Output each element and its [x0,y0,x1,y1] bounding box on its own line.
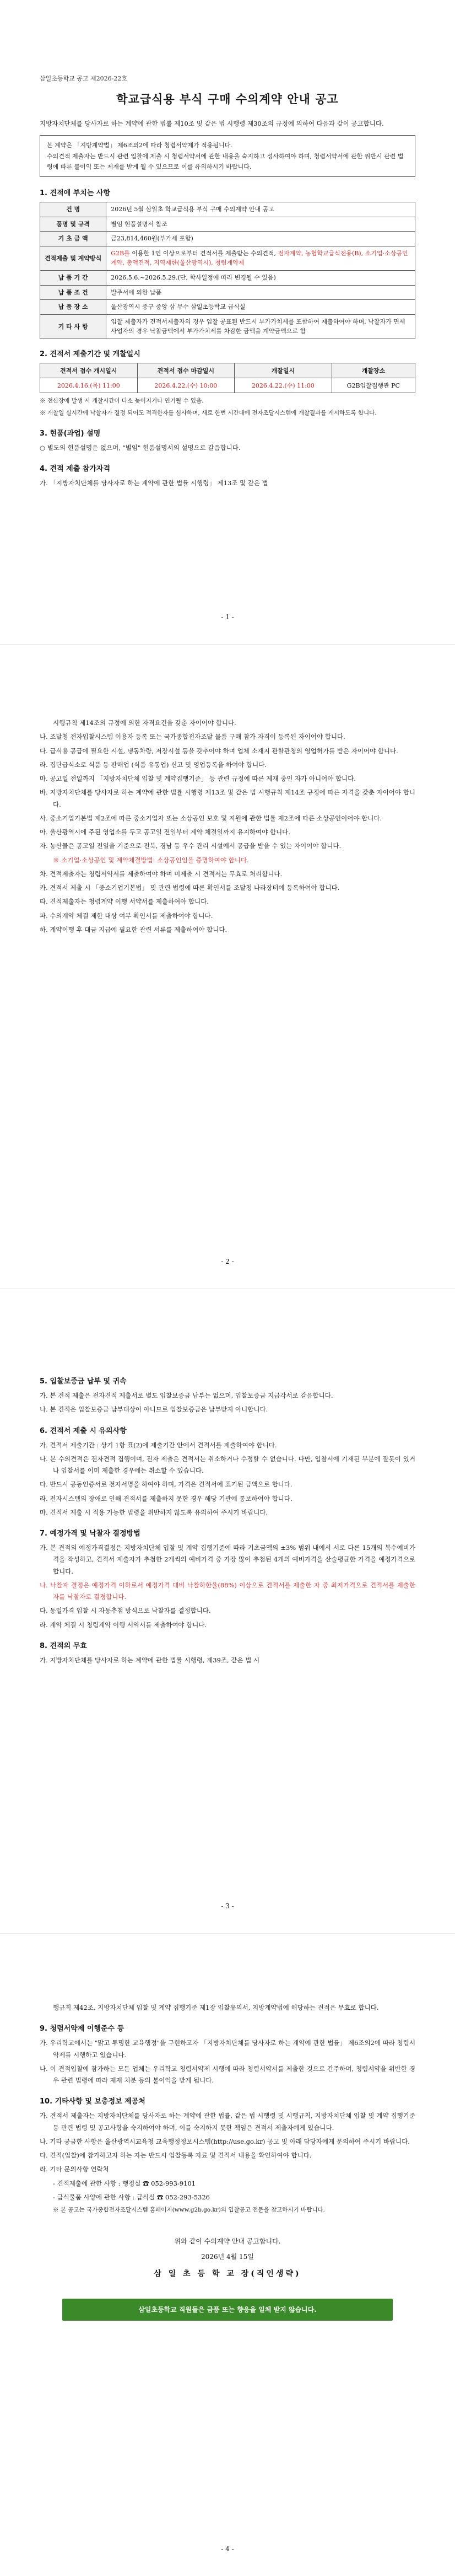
table-row [40,217,415,232]
page-number: - 4 - [221,2545,234,2553]
contract-info-table [40,202,415,339]
list-item: 가. 견적서 제출자는 지방자치단체를 당사자로 하는 계약에 관한 법률, 같은 법 시행령 및 시행규칙, 지방자치단체 입찰 및 계약 집행기준 등 관련 법령 및 공고사항을 숙지하여야 하며, 이를 숙지하지 못한 책임은 견적서 제출자에게 있습니다. [40,2112,415,2132]
list-item: 자. 농산물은 공고일 전일을 기준으로 전북, 경남 등 우수 관리 시설에서 공급을 받을 수 있는 자이어야 합니다. [40,842,342,850]
column-header: 견적서 접수 개시일시 [40,363,138,378]
list-item: 가. 「지방자치단체를 당사자로 하는 계약에 관한 법률 시행령」 제13조 및 같은 법 [40,479,268,487]
table-row [40,270,415,285]
section-heading: 3. 현품(과업) 설명 [40,429,101,438]
integrity-banner: 삼일초등학교 직원들은 금품 또는 향응을 일체 받지 않습니다. [62,2299,393,2321]
row-value: 입찰 제출자가 견적서제출자의 경우 입찰 공표된 반드시 부가가치세를 포함하여 제출하여야 하며, 낙찰자가 면세사업자의 경우 낙찰금액에서 부가가치세를 차감한 금액을 계약금액으로 함 [106,314,415,339]
intro-paragraph: 지방자치단체를 당사자로 하는 계약에 관한 법률 제10조 및 같은 법 시행령 제30조의 규정에 의하여 다음과 같이 공고합니다. [40,120,384,127]
list-item: 가. 견적서 제출기간 : 상기 1항 표(2)에 제출기간 안에서 견적서를 제출하여야 합니다. [40,1441,277,1449]
table-row [40,314,415,339]
contact-note: ※ 본 공고는 국가종합전자조달시스템 홈페이지(www.g2b.go.kr)의 입찰공고 전문을 참고하시기 바랍니다. [53,2207,325,2214]
contact-line: - 급식물품 사양에 관한 사항 : 급식실 ☎ 052-293-5326 [53,2193,210,2201]
list-item: 하. 계약이행 후 대금 지급에 필요한 관련 서류를 제출하여야 합니다. [40,925,228,933]
column-header: 개찰장소 [332,363,415,378]
row-value [106,246,415,270]
section-heading: 4. 견적 제출 참가자격 [40,464,111,473]
list-item: 라. 계약 체결 시 청렴계약 이행 서약서를 제출하여야 합니다. [40,1620,207,1629]
row-label: 납 품 기 간 [40,270,106,285]
section-text: ○ 별도의 현품설명은 없으며, "별임" 현품설명서의 설명으로 갈음합니다. [40,443,241,452]
list-item: 라. 전자시스템의 장애로 인해 견적서를 제출하지 못한 경우 해당 기관에 통보하여야 합니다. [40,1494,292,1502]
page-2 [0,645,455,1289]
row-value: 별임 현품설명서 참조 [106,217,415,232]
row-value: 2026.5.6.~2026.5.29.(단, 학사일정에 따라 변경될 수 있음) [106,270,415,285]
section-heading: 1. 견적에 부치는 사항 [40,189,111,198]
row-value: 2026년 5월 삼일초 학교급식용 부식 구매 수의계약 안내 공고 [106,202,415,217]
row-label: 납 품 조 건 [40,285,106,300]
table-cell: 2026.4.16.(목) 11:00 [40,378,138,393]
list-item: 다. 반드시 공동인증서로 전자서명을 하여야 하며, 가격은 견적서에 표기된 금액으로 합니다. [40,1480,292,1489]
row-label: 건 명 [40,202,106,217]
column-header: 개찰일시 [235,363,332,378]
integrity-notice-line: 본 계약은 「지방계약법」 제6조의2에 따라 청렴서약제가 적용됩니다. [47,142,232,149]
list-item: 나. 기타 궁금한 사항은 울산광역시교육청 교육행정정보시스템(http://use.go.kr) 공고 및 아래 담당자에게 문의하여 주시기 바랍니다. [40,2137,410,2145]
page-title: 학교급식용 부식 구매 수의계약 안내 공고 [116,93,339,106]
section-heading: 2. 견적서 제출기간 및 개찰일시 [40,350,140,358]
list-item: 가. 지방자치단체를 당사자로 하는 계약에 관한 법률 시행령, 제39조, 같은 법 시 [40,1656,260,1664]
section-heading: 7. 예정가격 및 낙찰자 결정방법 [40,1530,140,1538]
list-item: 카. 견적서 제출 시 「중소기업기본법」 및 관련 법령에 따른 확인서를 조달청 나라장터에 등록하여야 합니다. [40,884,340,892]
page-number: - 1 - [221,613,234,621]
list-item: 가. 우리학교에서는 "맑고 투명한 교육행정"을 구현하고자 「지방자치단체를 당사자로 하는 계약에 관한 법률」 제6조의2에 따라 청렴서약제를 시행하고 있습니다. [40,2039,415,2059]
list-item: 다. 급식용 공급에 필요한 시설, 냉동차량, 저장시설 등을 갖추어야 하며 업체 소재지 관할관청의 영업허가를 받은 자이어야 합니다. [40,747,398,755]
integrity-notice-box [40,135,415,177]
table-cell: 2026.4.22.(수) 10:00 [137,378,235,393]
highlight-text: G2B를 [111,249,130,257]
list-item: 가. 본 견적 제출은 전자견적 제출서로 별도 입찰보증금 납부는 없으며, 입찰보증금 지급각서로 갈음합니다. [40,1392,333,1399]
list-item: 아. 울산광역시에 주된 영업소를 두고 공고일 전일부터 계약 체결일까지 유지하여야 합니다. [40,828,290,836]
page-number: - 3 - [221,1902,234,1910]
list-item: 타. 견적제출자는 청렴계약 이행 서약서를 제출하여야 합니다. [40,898,209,906]
schedule-note: ※ 개찰일 실시간에 낙찰자가 결정 되어도 적격한자를 심사하며, 새로 한번 시간대에 전자조달시스템에 개찰결과를 게시하도록 합니다. [40,409,377,416]
page-number: - 2 - [221,1258,234,1265]
row-label: 기 타 사 항 [40,314,106,339]
section-heading: 6. 견적서 제출 시 유의사항 [40,1426,127,1435]
table-row [40,378,415,393]
list-item: 바. 지방자치단체를 당사자로 하는 계약에 관한 법률 시행령 제13조 및 같은 법 시행규칙 제14조 규정에 따른 자격을 갖춘 자이어야 합니다. [40,788,415,808]
table-header-row [40,363,415,378]
row-value-text: 이용한 1인 이상으로부터 견적서를 제출받는 수의견적, [129,249,278,257]
school-signature: 삼 일 초 등 학 교 장(직인생략) [154,2269,301,2279]
column-header: 견적서 접수 마감일시 [137,363,235,378]
row-label: 견적제출 및 계약방식 [40,246,106,270]
list-item: 나. 조달청 전자입찰시스템 이용자 등록 또는 국가종합전자조달 물품 구매 참가 자격이 등록된 자이어야 합니다. [40,733,345,741]
notice-reference-number: 삼일초등학교 공고 제2026-22호 [40,75,127,82]
closing-statement: 위와 같이 수의계약 안내 공고합니다. [174,2237,281,2246]
list-item: 라. 집단급식소로 식품 등 판매업 (식품 유통업) 신고 및 영업등록을 하여야 합니다. [40,760,267,769]
contact-line: - 견적제출에 관한 사항 : 행정실 ☎ 052-993-9101 [53,2179,196,2187]
list-item: 라. 기타 문의사항 연락처 [40,2165,109,2174]
table-row [40,202,415,217]
table-cell: 2026.4.22.(수) 11:00 [235,378,332,393]
list-item: 차. 견적제출자는 청렴서약서를 제출하여야 하며 미제출 시 견적서는 무효로 처리합니다. [40,870,283,878]
list-item: 사. 중소기업기본법 제2조에 따른 중소기업자 또는 소상공인 보호 및 지원에 관한 법률 제2조에 따른 소상공인이어야 합니다. [40,814,382,822]
section-heading: 5. 입찰보증금 납부 및 귀속 [40,1377,127,1386]
list-item: 마. 견적서 제출 시 적용 가능한 법령을 위반하지 않도록 유의하여 주시기 바랍니다. [40,1508,268,1516]
list-item: 나. 본 수의견적은 전자견적 집행이며, 전자 제출은 견적서는 취소하거나 수정할 수 없습니다. 다만, 입찰서에 기재된 부분에 잘못이 있거나 입찰서를 이미 제출한 경우에는 취소할 수 있습니다. [40,1455,415,1475]
table-row [40,285,415,300]
table-row [40,246,415,270]
highlight-text: 전자계약, 농협학교급식전용(B), 소기업·소상공인 계약, 총액견적, 지역제한(울산광역시), 청렴계약제 [111,249,408,267]
row-label: 납 품 장 소 [40,300,106,315]
table-row [40,232,415,246]
row-value: 금23,814,460원(부가세 포함) [106,232,415,246]
closing-date: 2026년 4월 15일 [201,2252,254,2261]
row-value: 울산광역시 중구 중앙 삼 무수 삼일초등학교 급식실 [106,300,415,315]
row-label: 품명 및 규격 [40,217,106,232]
closing-block [40,2234,415,2264]
section-heading: 10. 기타사항 및 보충정보 제공처 [40,2097,145,2106]
page-3 [0,1289,455,1933]
highlight-note: ※ 소기업·소상공인 및 계약체결방법: 소상공인임을 증명하여야 합니다. [53,856,249,864]
row-label: 기 초 금 액 [40,232,106,246]
continued-text: 시행규칙 제14조의 규정에 의한 자격요건을 갖춘 자이어야 합니다. [53,719,236,727]
schedule-note: ※ 전산장애 발생 시 개찰시간이 다소 늦어지거나 연기될 수 있음. [40,397,204,404]
list-item: 나. 낙찰자 결정은 예정가격 이하로서 예정가격 대비 낙찰하한율(88%) 이상으로 견적서를 제출한 자 중 최저가격으로 견적서를 제출한 자를 낙찰자로 결정합니다. [40,1581,415,1601]
page-4 [0,1934,455,2576]
integrity-notice-line: 수의견적 제출자는 반드시 관련 입찰에 제출 시 청렴서약서에 관한 내용을 숙지하고 성사하여야 하며, 청렴서약서에 관한 위반시 관련 법령에 따른 불이익 또는 제재를 받게 될 수 있으므로 이를 유의하시기 바랍니다. [47,152,404,170]
list-item: 나. 본 견적은 입찰보증금 납부대상이 아니므로 입찰보증금은 납부받지 아니합니다. [40,1405,268,1414]
section-heading: 9. 청렴서약제 이행준수 등 [40,2025,124,2033]
schedule-table [40,363,415,393]
row-value: 발주서에 의한 납품 [106,285,415,300]
page-1 [0,0,455,644]
list-item: 마. 공고일 전일까지 「지방자치단체 입찰 및 계약집행기준」 등 관련 규정에 따른 제재 중인 자가 아니어야 합니다. [40,775,356,783]
list-item: 파. 수의계약 체결 제한 대상 여부 확인서를 제출하여야 합니다. [40,911,213,920]
table-row [40,300,415,315]
list-item: 나. 이 견적입찰에 참가하는 모든 업체는 우리학교 청렴서약제 시행에 따라 청렴서약서를 제출한 것으로 간주하며, 청렴서약을 위반한 경우 관련 법령에 따라 제재 처분 등의 불이익을 받게 됩니다. [40,2064,415,2085]
list-item: 다. 견적(입찰)에 참가하고자 하는 자는 반드시 입찰등록 자료 및 견적서 내용을 확인하여야 합니다. [40,2151,312,2160]
list-item: 가. 본 견적의 예정가격결정은 지방자치단체 입찰 및 계약 집행기준에 따라 기초금액의 ±3% 범위 내에서 서로 다른 15개의 복수예비가격을 작성하고, 견적서 제출자가 추첨한 2개씩의 예비가격 중 가장 많이 추첨된 4개의 예비가격을 산술평균한 가격을 예정가격으로 합니다. [40,1544,415,1575]
table-cell: G2B입찰집행관 PC [332,378,415,393]
continued-text: 행규칙 제42조, 지방자치단체 입찰 및 계약 집행기준 제1장 입찰유의서, 지방계약법에 해당하는 견적은 무효로 합니다. [53,2004,379,2011]
list-item: 다. 동일가격 입찰 시 자동추첨 방식으로 낙찰자를 결정합니다. [40,1607,211,1615]
section-heading: 8. 견적의 무효 [40,1641,87,1650]
